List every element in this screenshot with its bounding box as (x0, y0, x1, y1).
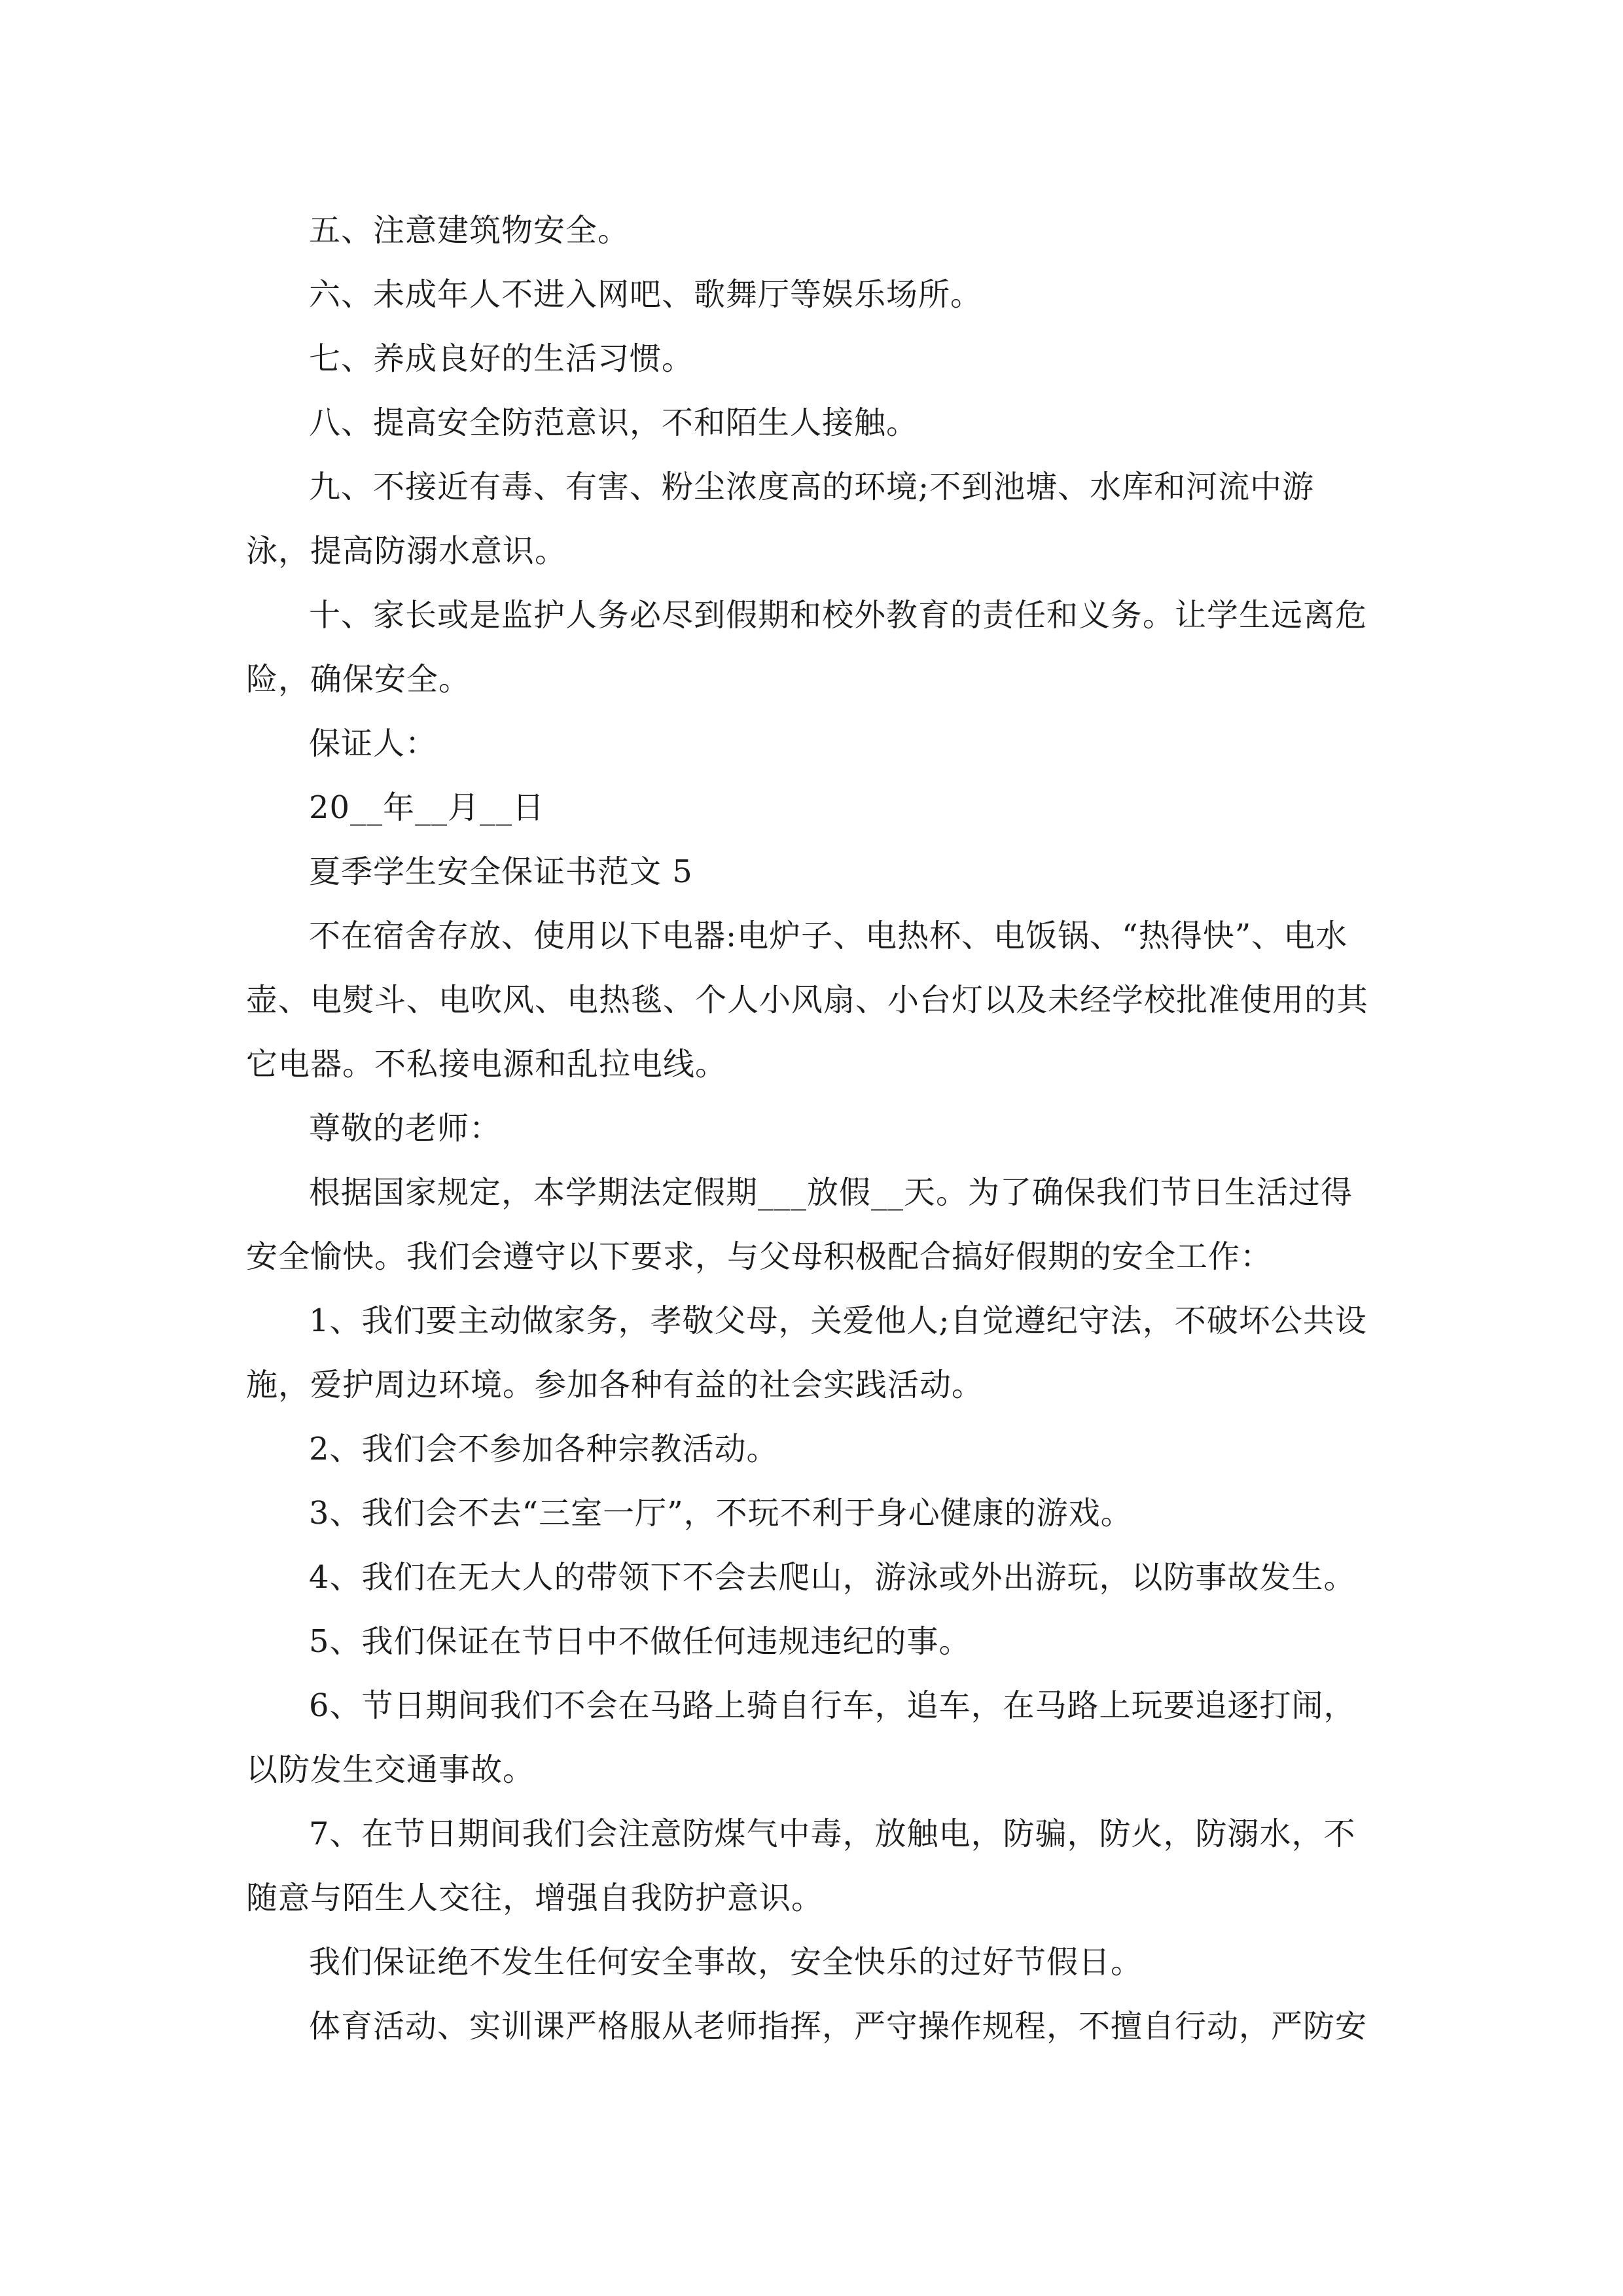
list-item-6: 6、节日期间我们不会在马路上骑自行车，追车，在马路上玩要追逐打闹，以防发生交通事故。 (246, 1687, 1356, 1788)
paragraph-pledge: 我们保证绝不发生任何安全事故，安全快乐的过好节假日。 (309, 1944, 1143, 1981)
list-item-5: 5、我们保证在节日中不做任何违规违纪的事。 (309, 1623, 971, 1660)
paragraph-item-8: 八、提高安全防范意识，不和陌生人接触。 (309, 404, 919, 441)
paragraph-item-9: 九、不接近有毒、有害、粉尘浓度高的环境;不到池塘、水库和河流中游泳，提高防溺水意识。 (246, 469, 1315, 569)
paragraph-item-10: 十、家长或是监护人务必尽到假期和校外教育的责任和义务。让学生远离危险，确保安全。 (246, 597, 1368, 698)
section-title: 夏季学生安全保证书范文 5 (309, 853, 693, 890)
paragraph-pe-rules: 体育活动、实训课严格服从老师指挥，严守操作规程，不擅自行动，严防安 (309, 2008, 1368, 2045)
paragraph-item-5: 五、注意建筑物安全。 (309, 212, 630, 249)
salutation: 尊敬的老师： (309, 1110, 502, 1147)
paragraph-intro: 根据国家规定，本学期法定假期___放假__天。为了确保我们节日生活过得安全愉快。我们会遵守以下要求，与父母积极配合搞好假期的安全工作： (246, 1174, 1353, 1275)
paragraph-item-7: 七、养成良好的生活习惯。 (309, 340, 694, 377)
list-item-3: 3、我们会不去“三室一厅”，不玩不利于身心健康的游戏。 (309, 1495, 1133, 1532)
guarantor-label: 保证人： (309, 725, 438, 762)
paragraph-electrical-rules: 不在宿舍存放、使用以下电器:电炉子、电热杯、电饭锅、“热得快”、电水壶、电熨斗、电吹风、电热毯、个人小风扇、小台灯以及未经学校批准使用的其它电器。不私接电源和乱拉电线。 (246, 918, 1369, 1083)
list-item-1: 1、我们要主动做家务，孝敬父母，关爱他人;自觉遵纪守法，不破坏公共设施，爱护周边环境。参加各种有益的社会实践活动。 (246, 1302, 1367, 1403)
paragraph-item-6: 六、未成年人不进入网吧、歌舞厅等娱乐场所。 (309, 276, 983, 313)
list-item-4: 4、我们在无大人的带领下不会去爬山，游泳或外出游玩，以防事故发生。 (309, 1559, 1356, 1596)
list-item-7: 7、在节日期间我们会注意防煤气中毒，放触电，防骗，防火，防溺水，不随意与陌生人交往，增强自我防护意识。 (246, 1816, 1356, 1916)
list-item-2: 2、我们会不参加各种宗教活动。 (309, 1431, 779, 1467)
date-line: 20__年__月__日 (309, 789, 545, 826)
